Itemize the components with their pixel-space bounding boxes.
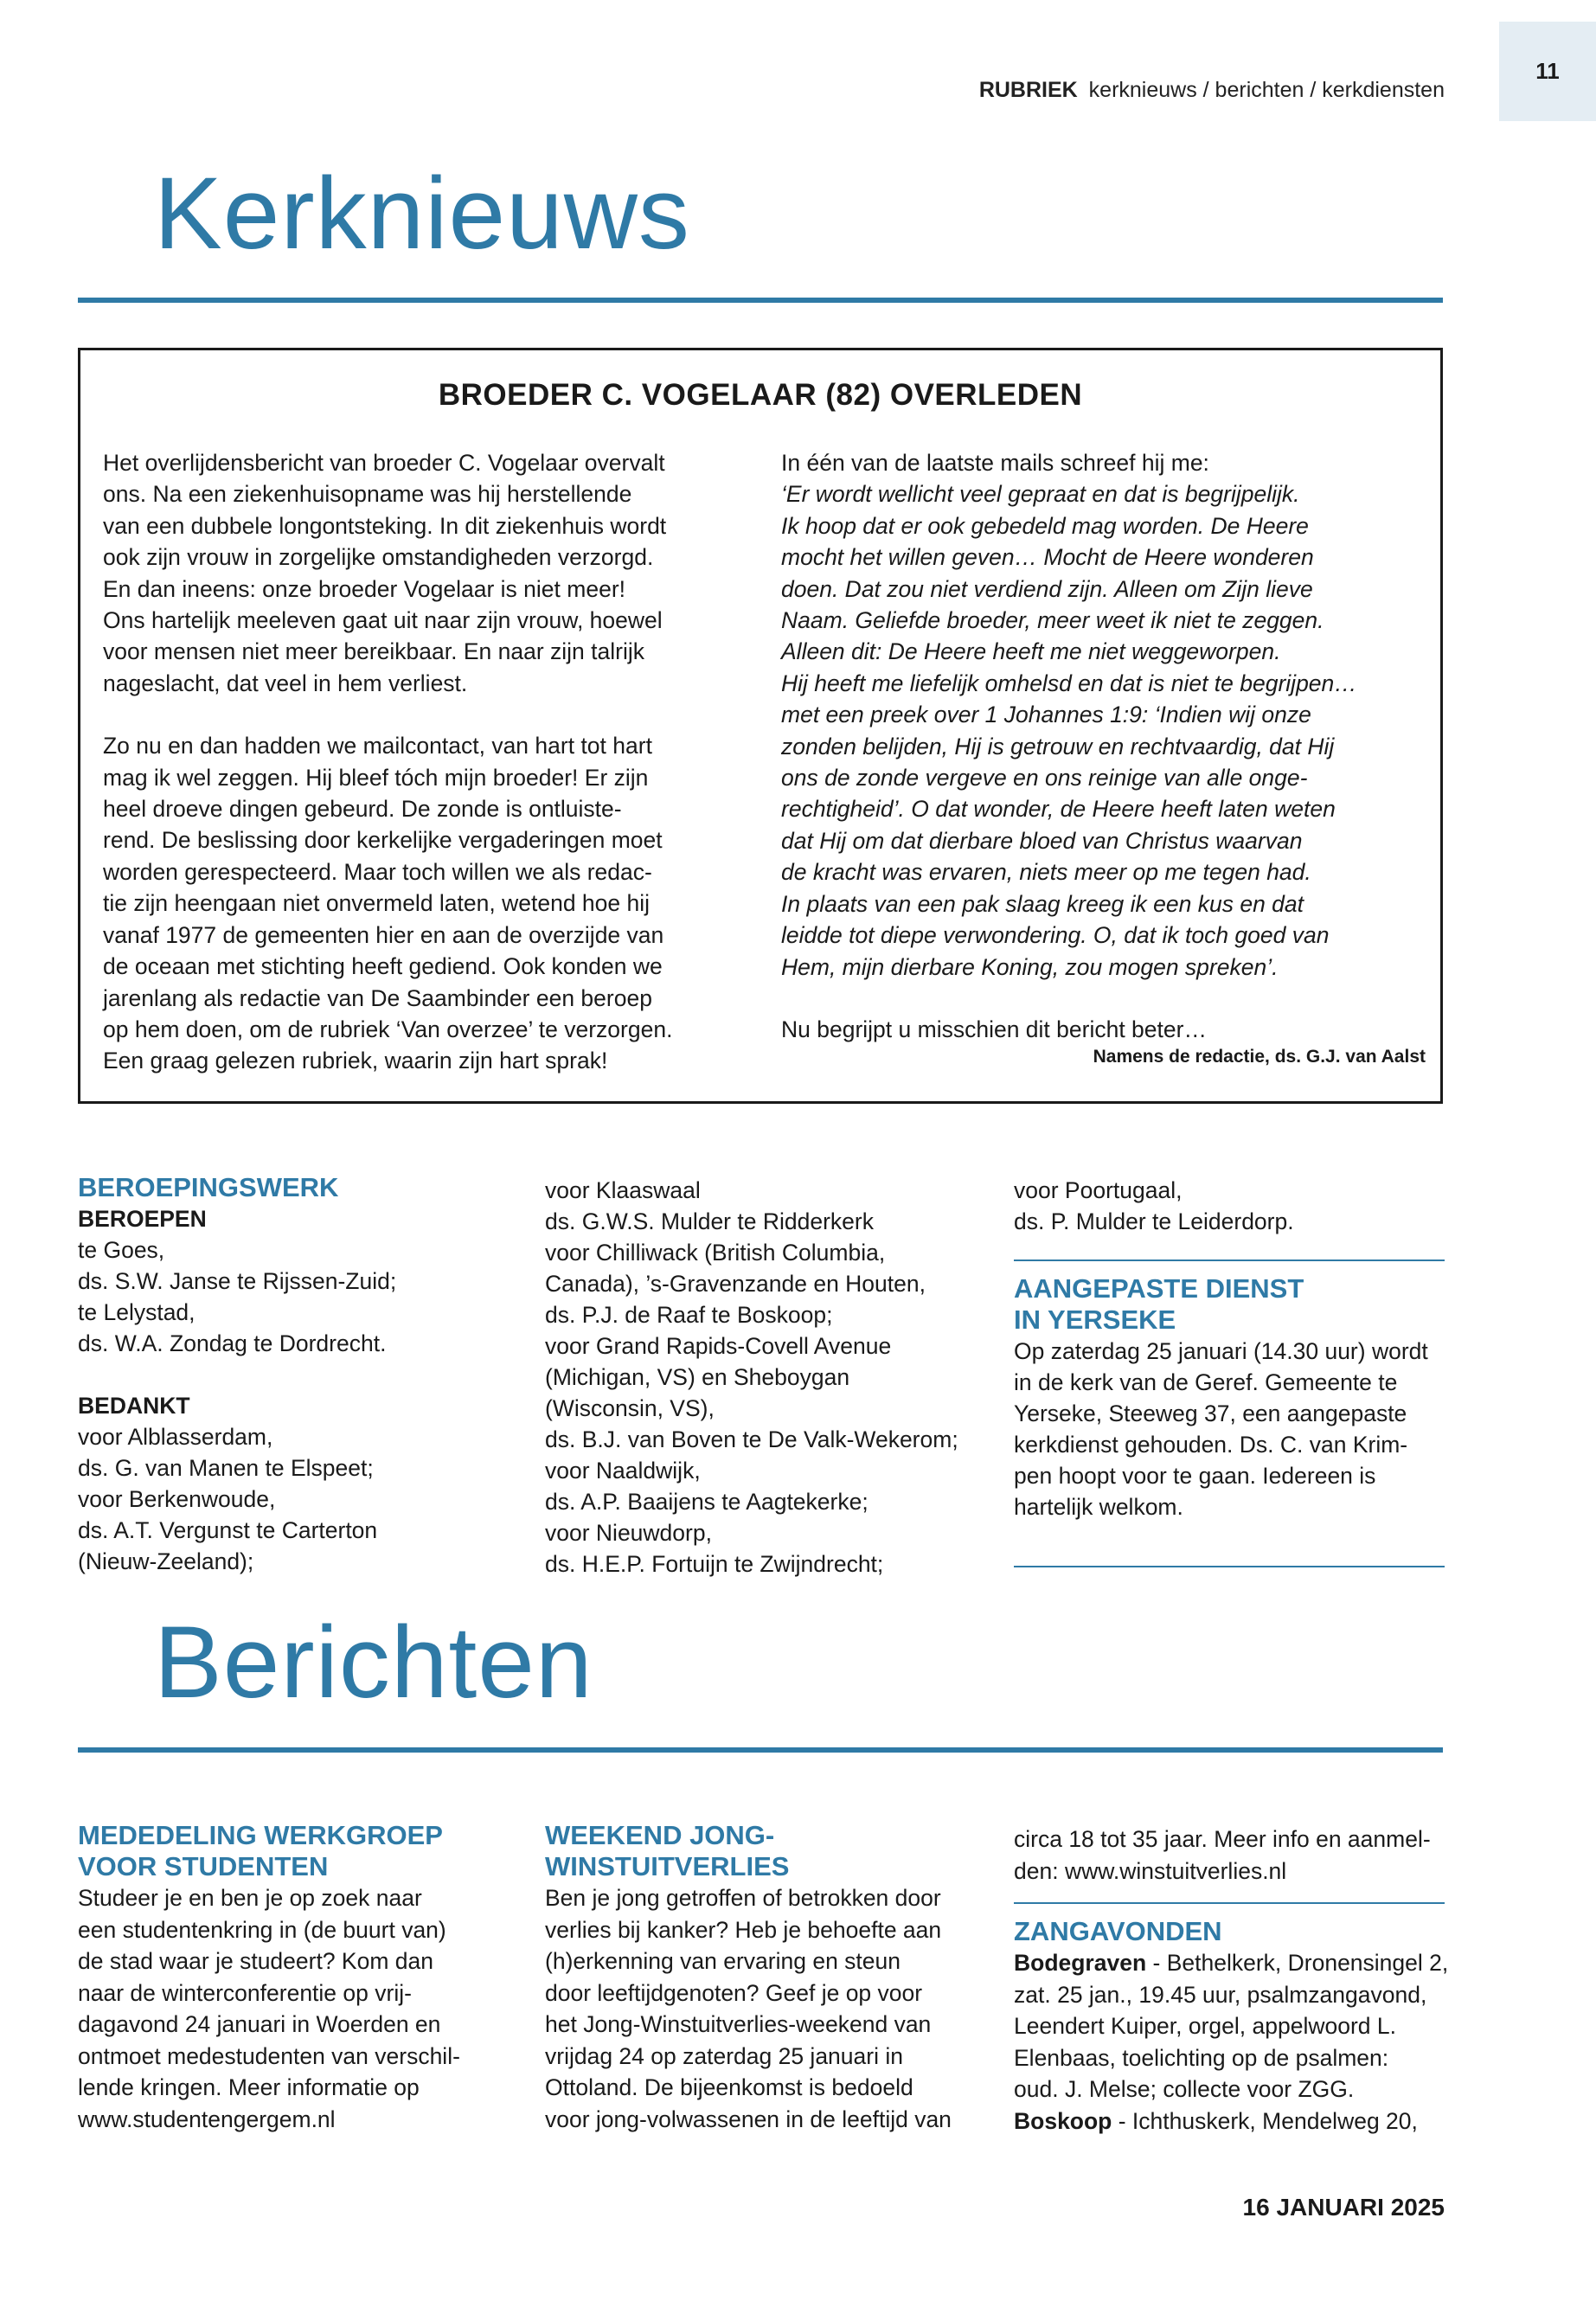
text-line: Leendert Kuiper, orgel, appelwoord L. — [1014, 2013, 1396, 2039]
kerknieuws-rule — [78, 298, 1443, 303]
text-line: ontmoet medestudenten van verschil- — [78, 2042, 460, 2069]
text-line: ds. S.W. Janse te Rijssen-Zuid; — [78, 1268, 397, 1294]
text-line: lende kringen. Meer informatie op — [78, 2074, 420, 2100]
bodegraven-first: - Bethelkerk, Dronensingel 2, — [1146, 1950, 1449, 1976]
text-line: door leeftijdgenoten? Geef je op voor — [545, 1979, 923, 2006]
text-line: (Wisconsin, VS), — [545, 1395, 715, 1421]
text-line: circa 18 tot 35 jaar. Meer info en aanmel- — [1014, 1826, 1431, 1852]
weekend-text — [545, 1882, 999, 2135]
obituary-quote — [781, 478, 1426, 983]
text-line: vanaf 1977 de gemeenten hier en aan de overzijde van — [103, 921, 664, 948]
aangepaste-text — [1014, 1336, 1446, 1522]
text-line: VOOR STUDENTEN — [78, 1851, 329, 1881]
text-line: voor Klaaswaal — [545, 1177, 701, 1203]
divider-aangepaste-end — [1014, 1566, 1445, 1567]
text-line: rechtigheid’. O dat wonder, de Heere heeft laten weten — [781, 796, 1336, 823]
text-line: (h)erkenning van ervaring en steun — [545, 1948, 901, 1974]
text-line: nageslacht, dat veel in hem verliest. — [103, 670, 468, 696]
boskoop-entry — [1014, 2106, 1455, 2138]
text-line: op hem doen, om de rubriek ‘Van overzee’ te verzorgen. — [103, 1016, 673, 1042]
text-line: ons. Na een ziekenhuisopname was hij herstellende — [103, 481, 632, 508]
text-line: ook zijn vrouw in zorgelijke omstandigheden verzorgd. — [103, 544, 654, 571]
text-line: naar de winterconferentie op vrij- — [78, 1979, 412, 2006]
text-line: ds. H.E.P. Fortuijn te Zwijndrecht; — [545, 1551, 884, 1577]
text-line: voor mensen niet meer bereikbaar. En naar zijn talrijk — [103, 638, 644, 665]
zangavonden-heading: ZANGAVONDEN — [1014, 1916, 1222, 1946]
text-line: doen. Dat zou niet verdiend zijn. Alleen om Zijn lieve — [781, 575, 1313, 602]
text-line: Ben je jong getroffen of betrokken door — [545, 1885, 941, 1911]
weekend-continued — [1014, 1823, 1446, 1887]
bedankt-list-col3 — [1014, 1175, 1446, 1237]
text-line: Studeer je en ben je op zoek naar — [78, 1885, 422, 1911]
text-line: vrijdag 24 op zaterdag 25 januari in — [545, 2042, 903, 2069]
text-line: Ottoland. De bijeenkomst is bedoeld — [545, 2074, 913, 2100]
text-line: voor Berkenwoude, — [78, 1486, 276, 1512]
text-line: dat Hij om dat dierbare bloed van Christus waarvan — [781, 827, 1303, 854]
werkgroep-studenten — [78, 1820, 528, 2135]
text-line: te Goes, — [78, 1237, 165, 1263]
text-line: Een graag gelezen rubriek, waarin zijn hart sprak! — [103, 1048, 608, 1074]
issue-date: 16 JANUARI 2025 — [1242, 2194, 1445, 2221]
obituary-left-column — [103, 447, 760, 1077]
rubriek-text: kerknieuws / berichten / kerkdiensten — [1088, 78, 1445, 102]
text-line: En dan ineens: onze broeder Vogelaar is niet meer! — [103, 575, 626, 602]
text-line: voor Naaldwijk, — [545, 1458, 701, 1484]
bodegraven-text — [1014, 1979, 1455, 2106]
zangavonden — [1014, 1916, 1455, 2137]
text-line: heel droeve dingen gebeurd. De zonde is ontluiste- — [103, 796, 622, 823]
text-line: in de kerk van de Geref. Gemeente te — [1014, 1369, 1398, 1395]
text-line: jarenlang als redactie van De Saambinder een beroep — [103, 984, 652, 1011]
text-line: Yerseke, Steeweg 37, een aangepaste — [1014, 1400, 1407, 1426]
boskoop-first: - Ichthuskerk, Mendelweg 20, — [1112, 2107, 1418, 2134]
rubriek-label: RUBRIEK — [978, 78, 1078, 102]
text-line: Alleen dit: De Heere heeft me niet weggeworpen. — [781, 638, 1281, 665]
beroepen-list — [78, 1234, 528, 1359]
obituary-right-column — [781, 447, 1426, 1074]
text-line: voor Grand Rapids-Covell Avenue — [545, 1333, 892, 1359]
obituary-right-outro: Nu begrijpt u misschien dit bericht beter… — [781, 1016, 1207, 1042]
text-line: oud. J. Melse; collecte voor ZGG. — [1014, 2076, 1355, 2102]
obituary-left-para2 — [103, 730, 760, 1076]
text-line: hartelijk welkom. — [1014, 1494, 1183, 1520]
bedankt-list-col2 — [545, 1175, 995, 1580]
text-line: voor jong-volwassenen in de leeftijd van — [545, 2106, 952, 2132]
obituary-left-para1 — [103, 447, 760, 699]
text-line: leidde tot diepe verwondering. O, dat ik toch goed van — [781, 922, 1330, 949]
text-line: voor Alblasserdam, — [78, 1424, 273, 1450]
text-line: In plaats van een pak slaag kreeg ik een kus en dat — [781, 890, 1304, 917]
text-line: het Jong-Winstuitverlies-weekend van — [545, 2011, 932, 2037]
divider-zangavonden — [1014, 1902, 1445, 1904]
text-line: (Michigan, VS) en Sheboygan — [545, 1364, 850, 1390]
beroepingswerk-heading: BEROEPINGSWERK — [78, 1172, 339, 1202]
text-line: Op zaterdag 25 januari (14.30 uur) wordt — [1014, 1338, 1428, 1364]
text-line: WINSTUITVERLIES — [545, 1851, 790, 1881]
text-line: Naam. Geliefde broeder, meer weet ik niet te zeggen. — [781, 607, 1324, 634]
divider-aangepaste — [1014, 1259, 1445, 1261]
rubriek-header — [979, 78, 1445, 103]
text-line: mocht het willen geven… Mocht de Heere wonderen — [781, 544, 1314, 571]
text-line: de oceaan met stichting heeft gediend. Ook konden we — [103, 953, 663, 980]
beroepingswerk-col3 — [1014, 1175, 1446, 1237]
text-line: tie zijn heengaan niet onvermeld laten, wetend hoe hij — [103, 890, 651, 917]
obituary-title: BROEDER C. VOGELAAR (82) OVERLEDEN — [438, 378, 1083, 412]
text-line: ds. W.A. Zondag te Dordrecht. — [78, 1330, 387, 1356]
bodegraven-label: Bodegraven — [1014, 1950, 1147, 1976]
text-line: zat. 25 jan., 19.45 uur, psalmzangavond, — [1014, 1981, 1427, 2008]
text-line: Zo nu en dan hadden we mailcontact, van hart tot hart — [103, 733, 652, 760]
text-line: den: www.winstuitverlies.nl — [1014, 1857, 1287, 1884]
weekend-heading — [545, 1820, 999, 1882]
werkgroep-text — [78, 1882, 528, 2135]
boskoop-label: Boskoop — [1014, 2107, 1112, 2134]
obituary-signature: Namens de redactie, ds. G.J. van Aalst — [1093, 1047, 1426, 1067]
text-line: kerkdienst gehouden. Ds. C. van Krim- — [1014, 1432, 1408, 1458]
text-line: Het overlijdensbericht van broeder C. Vogelaar overvalt — [103, 450, 665, 476]
text-line: ds. G.W.S. Mulder te Ridderkerk — [545, 1208, 874, 1234]
text-line: van een dubbele longontsteking. In dit ziekenhuis wordt — [103, 512, 667, 539]
text-line: Elenbaas, toelichting op de psalmen: — [1014, 2044, 1389, 2071]
text-line: de stad waar je studeert? Kom dan — [78, 1948, 433, 1974]
page-number: 11 — [1499, 22, 1596, 121]
bodegraven-entry — [1014, 1947, 1455, 1979]
text-line: voor Chilliwack (British Columbia, — [545, 1240, 886, 1266]
text-line: mag ik wel zeggen. Hij bleef tóch mijn broeder! Er zijn — [103, 764, 649, 791]
text-line: voor Poortugaal, — [1014, 1177, 1183, 1203]
aangepaste-heading — [1014, 1273, 1446, 1336]
text-line: rend. De beslissing door kerkelijke vergaderingen moet — [103, 827, 663, 854]
beroepingswerk-col1 — [78, 1172, 528, 1577]
text-line: (Nieuw-Zeeland); — [78, 1548, 254, 1574]
obituary-right-intro: In één van de laatste mails schreef hij me: — [781, 450, 1209, 476]
berichten-rule — [78, 1747, 1443, 1753]
text-line: www.studentengergem.nl — [78, 2106, 336, 2132]
text-line: pen hoopt voor te gaan. Iedereen is — [1014, 1463, 1376, 1489]
aangepaste-dienst — [1014, 1273, 1446, 1522]
bedankt-list-col1 — [78, 1421, 528, 1577]
text-line: dagavond 24 januari in Woerden en — [78, 2011, 441, 2037]
beroepen-label: BEROEPEN — [78, 1206, 207, 1232]
obituary-box — [78, 348, 1443, 1104]
kerknieuws-title: Kerknieuws — [154, 157, 690, 271]
text-line: ons de zonde vergeve en ons reinige van alle onge- — [781, 765, 1308, 792]
bedankt-label: BEDANKT — [78, 1393, 190, 1419]
text-line: ds. G. van Manen te Elspeet; — [78, 1455, 374, 1481]
text-line: IN YERSEKE — [1014, 1304, 1176, 1335]
text-line: ‘Er wordt wellicht veel gepraat en dat is begrijpelijk. — [781, 481, 1300, 508]
beroepingswerk-col2 — [545, 1175, 995, 1580]
text-line: Canada), ’s-Gravenzande en Houten, — [545, 1271, 926, 1297]
text-line: voor Nieuwdorp, — [545, 1520, 712, 1546]
text-line: ds. A.T. Vergunst te Carterton — [78, 1517, 378, 1543]
text-line: Ik hoop dat er ook gebedeld mag worden. De Heere — [781, 512, 1309, 539]
text-line: ds. B.J. van Boven te De Valk-Wekerom; — [545, 1426, 958, 1452]
werkgroep-heading — [78, 1820, 528, 1882]
text-line: WEEKEND JONG- — [545, 1820, 775, 1850]
text-line: Hij heeft me liefelijk omhelsd en dat is niet te begrijpen… — [781, 670, 1357, 696]
text-line: AANGEPASTE DIENST — [1014, 1273, 1304, 1304]
text-line: te Lelystad, — [78, 1299, 195, 1325]
text-line: met een preek over 1 Johannes 1:9: ‘Indien wij onze — [781, 702, 1311, 728]
weekend-continued-text — [1014, 1823, 1446, 1887]
text-line: zonden belijden, Hij is getrouw en rechtvaardig, dat Hij — [781, 733, 1335, 760]
text-line: ds. P. Mulder te Leiderdorp. — [1014, 1208, 1294, 1234]
text-line: MEDEDELING WERKGROEP — [78, 1820, 443, 1850]
text-line: verlies bij kanker? Heb je behoefte aan — [545, 1916, 942, 1943]
text-line: de kracht was ervaren, niets meer op me tegen had. — [781, 859, 1311, 886]
text-line: Ons hartelijk meeleven gaat uit naar zijn vrouw, hoewel — [103, 607, 663, 634]
text-line: Hem, mijn dierbare Koning, zou mogen spreken’. — [781, 953, 1279, 980]
berichten-title: Berichten — [154, 1606, 593, 1720]
text-line: ds. A.P. Baaijens te Aagtekerke; — [545, 1489, 869, 1515]
text-line: ds. P.J. de Raaf te Boskoop; — [545, 1302, 833, 1328]
weekend-winstuitverlies — [545, 1820, 999, 2135]
text-line: een studentenkring in (de buurt van) — [78, 1916, 446, 1943]
text-line: worden gerespecteerd. Maar toch willen we als redac- — [103, 858, 652, 885]
